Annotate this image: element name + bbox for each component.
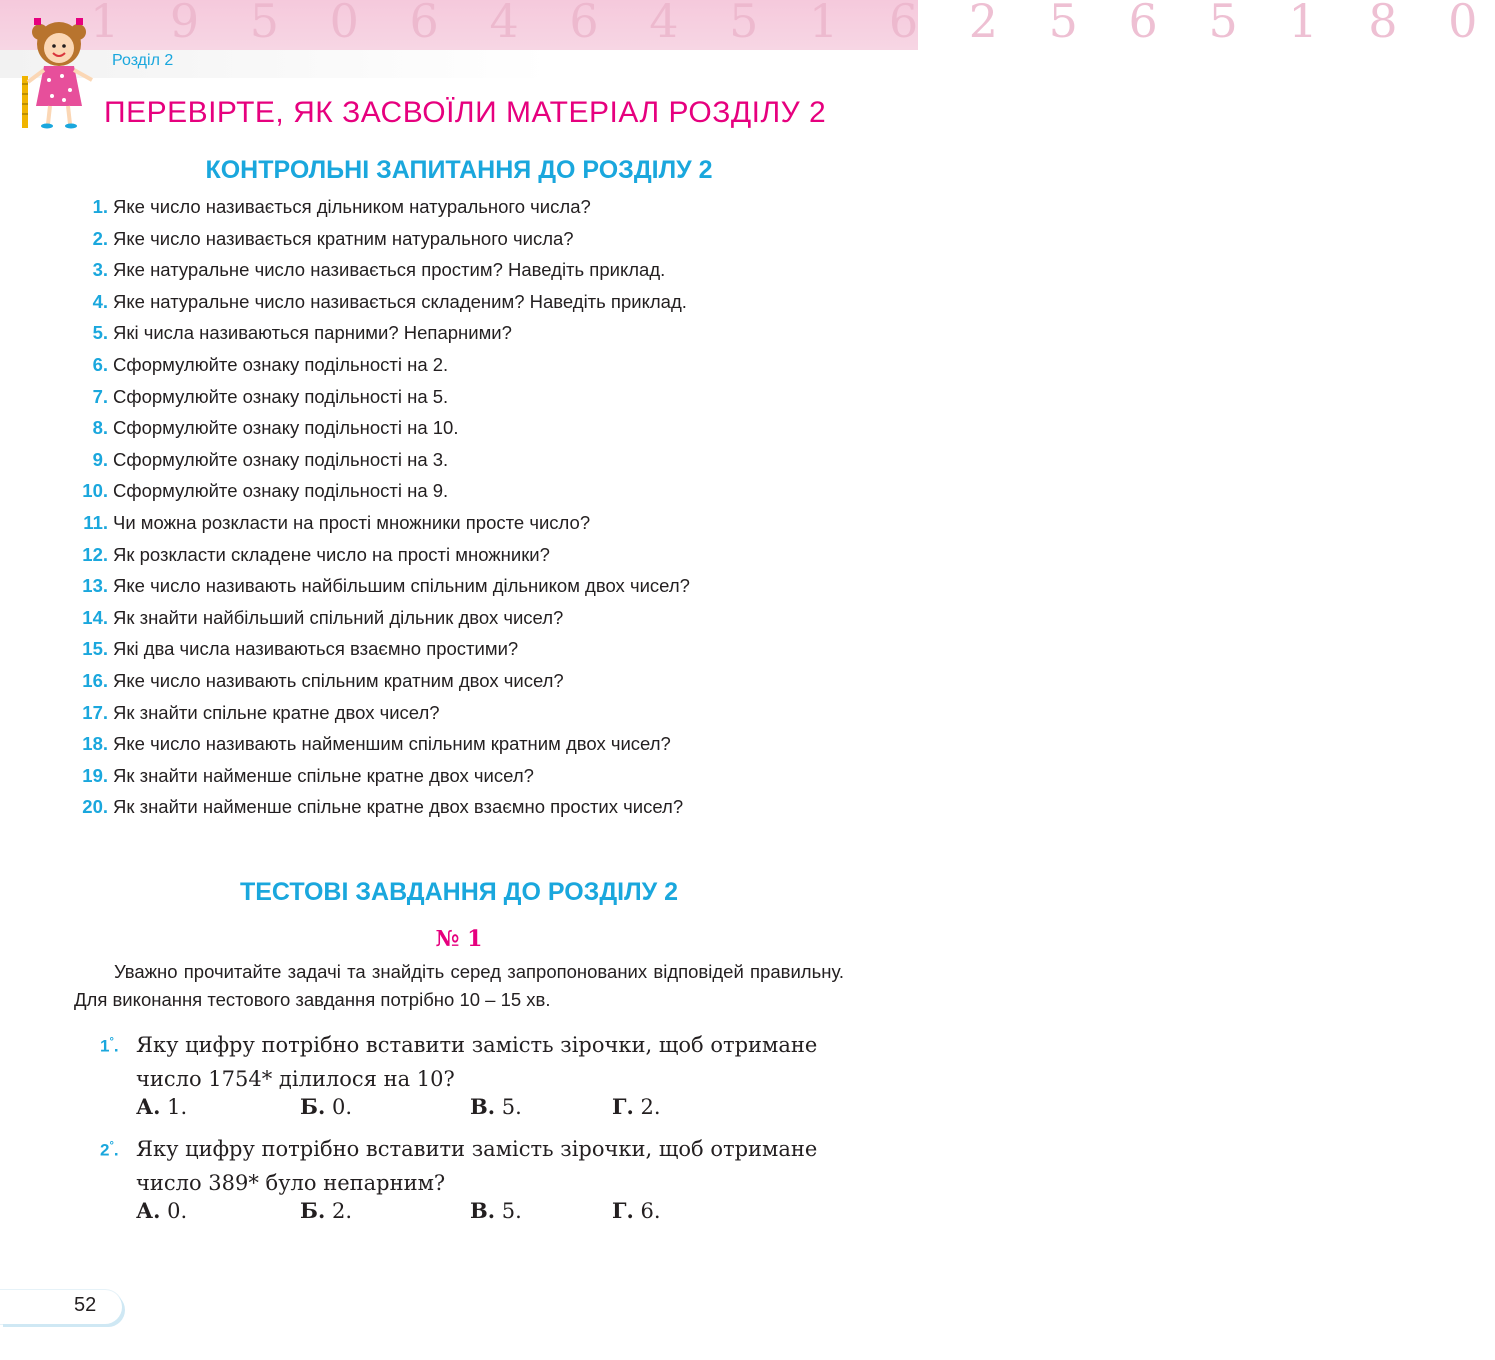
question-item [0,762,918,794]
question-item [0,288,918,320]
question-text: Яке натуральне число називається простим? Наведіть приклад. [113,259,666,281]
tests-heading: ТЕСТОВІ ЗАВДАННЯ ДО РОЗДІЛУ 2 [239,878,679,906]
question-text: Які числа називаються парними? Непарними? [113,322,512,344]
question-item [0,383,918,415]
question-item [0,604,918,636]
question-number: 15. [82,638,108,660]
question-item [0,477,918,509]
task-number: 1°. [100,1036,119,1056]
question-number: 17. [82,701,108,723]
question-item [0,225,918,257]
question-number: 10. [82,480,108,502]
question-number: 9. [92,448,108,470]
question-item [0,509,918,541]
question-text: Яке число називають спільним кратним двох чисел? [113,669,564,691]
answer-option[interactable]: Г. 6. [612,1198,661,1223]
question-text: Як знайти найменше спільне кратне двох чисел? [113,764,534,786]
question-text: Яке число називається кратним натурального числа? [113,227,574,249]
question-item [0,541,918,573]
question-text: Яке число називається дільником натурального числа? [113,196,591,217]
question-number: 18. [82,733,108,755]
question-text: Сформулюйте ознаку подільності на 3. [113,448,449,470]
question-number: 6. [92,353,108,375]
question-text: Яке число називають найбільшим спільним дільником двох чисел? [113,575,690,597]
question-number: 8. [92,417,108,439]
question-item [0,256,918,288]
question-number: 1. [92,196,108,217]
question-item [0,414,918,446]
question-text: Сформулюйте ознаку подільності на 5. [113,385,449,407]
answer-option[interactable]: В. 5. [470,1094,522,1119]
question-text: Сформулюйте ознаку подільності на 9. [113,480,449,502]
question-item [0,319,918,351]
page-number: 52 [74,1294,97,1316]
page-title: ПЕРЕВІРТЕ, ЯК ЗАСВОЇЛИ МАТЕРІАЛ РОЗДІЛУ 2 [104,96,827,129]
answer-option[interactable]: Г. 2. [612,1094,661,1119]
question-number: 5. [92,322,108,344]
decorative-digits: 1 9 5 0 6 4 6 4 5 1 6 2 5 6 5 1 8 0 [90,0,1495,48]
answer-option[interactable]: А. 0. [136,1198,188,1223]
question-number: 19. [82,764,108,786]
question-item [0,351,918,383]
question-number: 13. [82,575,108,597]
question-text: Які два числа називаються взаємно простими? [113,638,519,660]
question-number: 12. [82,543,108,565]
question-text: Чи можна розкласти на прості множники просте число? [113,511,591,533]
test-number: № 1 [435,926,483,952]
page-number-tab [0,1290,122,1324]
control-questions-heading: КОНТРОЛЬНІ ЗАПИТАННЯ ДО РОЗДІЛУ 2 [205,156,713,184]
question-number: 3. [92,259,108,281]
question-item [0,730,918,762]
task-text: Яку цифру потрібно вставити замість зірочки, щоб отримане число 389* було непарним? [136,1137,818,1195]
section-label: Розділ 2 [112,52,174,69]
question-item [0,667,918,699]
question-text: Сформулюйте ознаку подільності на 2. [113,353,449,375]
question-number: 16. [82,669,108,691]
answer-option[interactable]: Б. 2. [300,1198,352,1223]
question-number: 2. [92,227,108,249]
question-number: 11. [83,511,108,533]
answer-option[interactable]: А. 1. [136,1094,188,1119]
question-text: Яке натуральне число називається складеним? Наведіть приклад. [113,290,687,312]
task-number: 2°. [100,1140,119,1160]
header-band [0,0,1495,53]
question-item [0,193,918,225]
answer-option[interactable]: В. 5. [470,1198,522,1223]
question-item [0,572,918,604]
question-item [0,793,918,825]
question-text: Як знайти найменше спільне кратне двох взаємно простих чисел? [113,796,684,818]
tests-intro: Уважно прочитайте задачі та знайдіть серед запропонованих відповідей правильну. Для виконання тестового завдання потрібно 10 – 15 хв. [74,961,844,1010]
task-text: Яку цифру потрібно вставити замість зірочки, щоб отримане число 1754* ділилося на 10? [136,1033,818,1091]
question-item [0,635,918,667]
answer-option[interactable]: Б. 0. [300,1094,352,1119]
question-text: Яке число називають найменшим спільним кратним двох чисел? [113,733,671,755]
girl-mascot-icon [14,10,104,128]
question-text: Як знайти найбільший спільний дільник двох чисел? [113,606,564,628]
question-number: 14. [82,606,108,628]
control-questions-list [0,193,918,825]
question-number: 20. [82,796,108,818]
question-text: Як знайти спільне кратне двох чисел? [113,701,440,723]
question-text: Сформулюйте ознаку подільності на 10. [113,417,459,439]
question-item [0,699,918,731]
question-text: Як розкласти складене число на прості множники? [113,543,550,565]
question-number: 7. [92,385,108,407]
question-number: 4. [92,290,108,312]
question-item [0,446,918,478]
